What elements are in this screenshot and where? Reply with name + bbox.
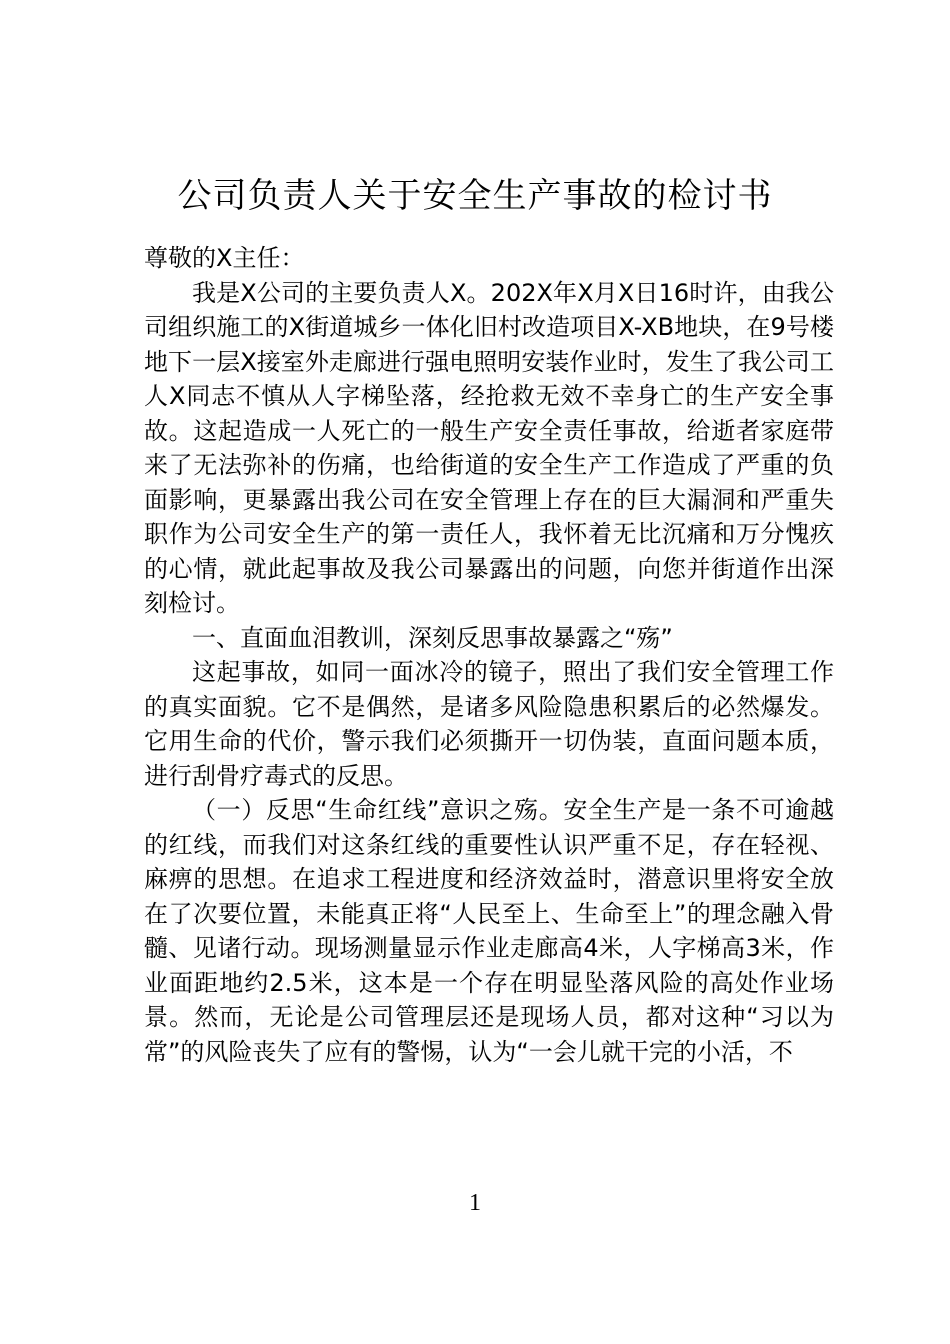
paragraph-intro: 我是X公司的主要负责人X。202X年X月X日16时许，由我公司组织施工的X街道城乡一体化旧村改造项目X-XB地块，在9号楼地下一层X接室外走廊进行强电照明安装作业时，发生了我公司工人X同志不慎从人字梯坠落，经抢救无效不幸身亡的生产安全事故。这起造成一人死亡的一般生产安全责任事故，给逝者家庭带来了无法弥补的伤痛，也给街道的安全生产工作造成了严重的负面影响，更暴露出我公司在安全管理上存在的巨大漏洞和严重失职作为公司安全生产的第一责任人，我怀着无比沉痛和万分愧疚的心情，就此起事故及我公司暴露出的问题，向您并街道作出深刻检讨。 [144,278,834,617]
paragraph-subsection-1: （一）反思“生命红线”意识之殇。安全生产是一条不可逾越的红线，而我们对这条红线的重要性认识严重不足，存在轻视、麻痹的思想。在追求工程进度和经济效益时，潜意识里将安全放在了次要位置，未能真正将“人民至上、生命至上”的理念融入骨髓、见诸行动。现场测量显示作业走廊高4米，人字梯高3米，作业面距地约2.5米，这本是一个存在明显坠落风险的高处作业场景。然而，无论是公司管理层还是现场人员，都对这种“习以为常”的风险丧失了应有的警惕，认为“一会儿就干完的小活，不 [144,796,834,1066]
section-heading-1: 一、直面血泪教训，深刻反思事故暴露之“殇” [192,623,673,652]
document-title: 公司负责人关于安全生产事故的检讨书 [177,176,773,216]
paragraph-section-1: 这起事故，如同一面冰冷的镜子，照出了我们安全管理工作的真实面貌。它不是偶然，是诸多风险隐患积累后的必然爆发。它用生命的代价，警示我们必须撕开一切伪装，直面问题本质，进行刮骨疗毒式的反思。 [144,658,834,790]
salutation: 尊敬的X主任： [144,244,305,272]
document-body [144,241,834,1069]
page-number: 1 [469,1190,481,1216]
